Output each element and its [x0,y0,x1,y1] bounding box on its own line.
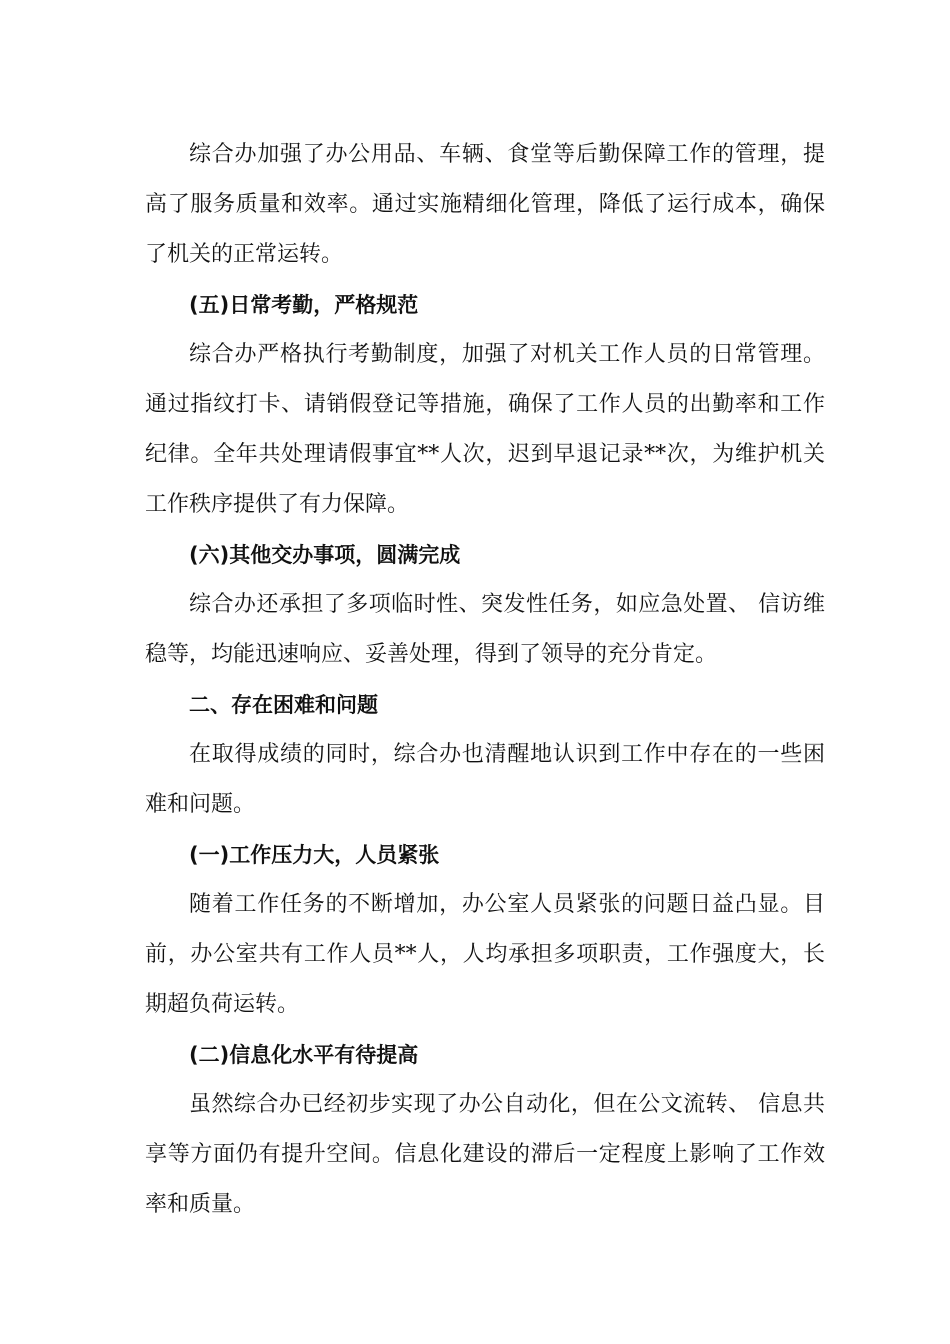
paragraph-logistics: 综合办加强了办公用品、车辆、食堂等后勤保障工作的管理，提高了服务质量和效率。通过实施精细化管理，降低了运行成本，确保了机关的正常运转。 [145,142,825,267]
heading-informatization: (二)信息化水平有待提高 [189,1043,419,1067]
heading-other-tasks: (六)其他交办事项，圆满完成 [189,543,461,567]
paragraph-work-pressure: 随着工作任务的不断增加，办公室人员紧张的问题日益凸显。目前，办公室共有工作人员**人，人均承担多项职责，工作强度大，长期超负荷运转。 [145,892,825,1017]
heading-difficulties: 二、存在困难和问题 [189,693,378,717]
heading-work-pressure: (一)工作压力大，人员紧张 [189,843,440,867]
paragraph-difficulties-intro: 在取得成绩的同时，综合办也清醒地认识到工作中存在的一些困难和问题。 [145,742,825,817]
paragraph-attendance: 综合办严格执行考勤制度，加强了对机关工作人员的日常管理。通过指纹打卡、请销假登记等措施，确保了工作人员的出勤率和工作纪律。全年共处理请假事宜**人次，迟到早退记录**次，为维护机关工作秩序提供了有力保障。 [145,342,825,517]
paragraph-other-tasks: 综合办还承担了多项临时性、突发性任务，如应急处置、 信访维稳等，均能迅速响应、妥善处理，得到了领导的充分肯定。 [145,592,825,667]
paragraph-informatization: 虽然综合办已经初步实现了办公自动化，但在公文流转、 信息共享等方面仍有提升空间。信息化建设的滞后一定程度上影响了工作效率和质量。 [145,1092,825,1217]
heading-attendance: (五)日常考勤，严格规范 [189,293,419,317]
document-body [145,130,825,1230]
